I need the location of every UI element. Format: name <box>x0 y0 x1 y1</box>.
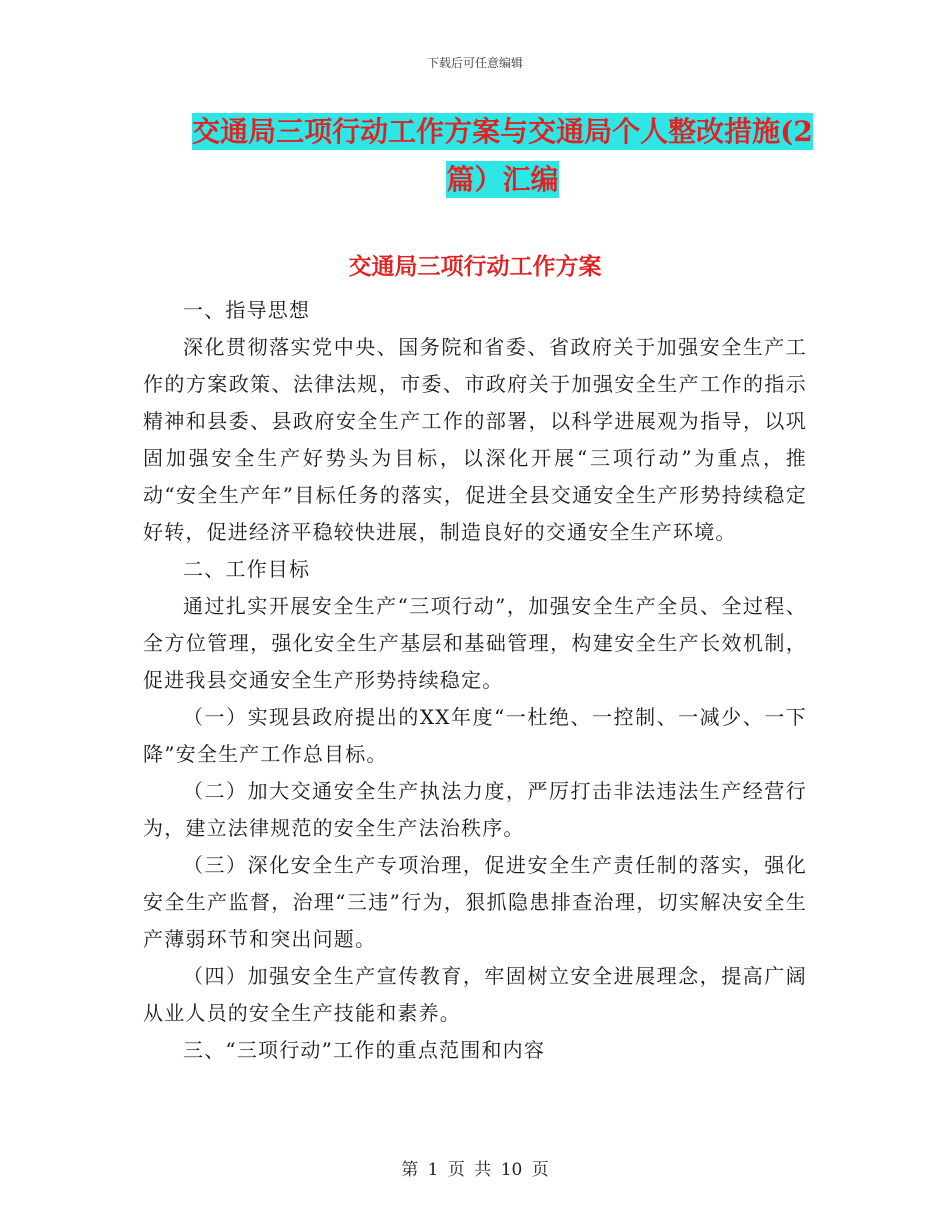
heading-guiding-thought: 一、指导思想 <box>183 298 311 322</box>
list-item-goal-1: （一）实现县政府提出的XX年度“一杜绝、一控制、一减少、一下降”安全生产工作总目标。 <box>143 705 807 766</box>
heading-work-goals: 二、工作目标 <box>183 557 311 581</box>
document-title-line-1: 交通局三项行动工作方案与交通局个人整改措施(2 <box>192 115 813 148</box>
page-number-footer: 第 1 页 共 10 页 <box>401 1160 549 1180</box>
heading-scope-content: 三、“三项行动”工作的重点范围和内容 <box>183 1038 546 1062</box>
document-title <box>140 108 865 204</box>
section-title: 交通局三项行动工作方案 <box>348 253 602 280</box>
header-note: 下载后可任意编辑 <box>426 56 523 70</box>
paragraph: 通过扎实开展安全生产“三项行动”，加强安全生产全员、全过程、全方位管理，强化安全生产基层和基础管理，构建安全生产长效机制，促进我县交通安全生产形势持续稳定。 <box>143 594 807 692</box>
document-title-line-2: 篇）汇编 <box>446 163 559 196</box>
list-item-goal-2: （二）加大交通安全生产执法力度，严厉打击非法违法生产经营行为，建立法律规范的安全生产法治秩序。 <box>143 779 807 840</box>
list-item-goal-3: （三）深化安全生产专项治理，促进安全生产责任制的落实，强化安全生产监督，治理“三违”行为，狠抓隐患排查治理，切实解决安全生产薄弱环节和突出问题。 <box>143 853 807 951</box>
list-item-goal-4: （四）加强安全生产宣传教育，牢固树立安全进展理念，提高广阔从业人员的安全生产技能和素养。 <box>143 964 807 1025</box>
document-body <box>143 292 807 1069</box>
paragraph: 深化贯彻落实党中央、国务院和省委、省政府关于加强安全生产工作的方案政策、法律法规，市委、市政府关于加强安全生产工作的指示精神和县委、县政府安全生产工作的部署，以科学进展观为指导，以巩固加强安全生产好势头为目标，以深化开展“三项行动”为重点，推动“安全生产年”目标任务的落实，促进全县交通安全生产形势持续稳定好转，促进经济平稳较快进展，制造良好的交通安全生产环境。 <box>143 335 807 544</box>
